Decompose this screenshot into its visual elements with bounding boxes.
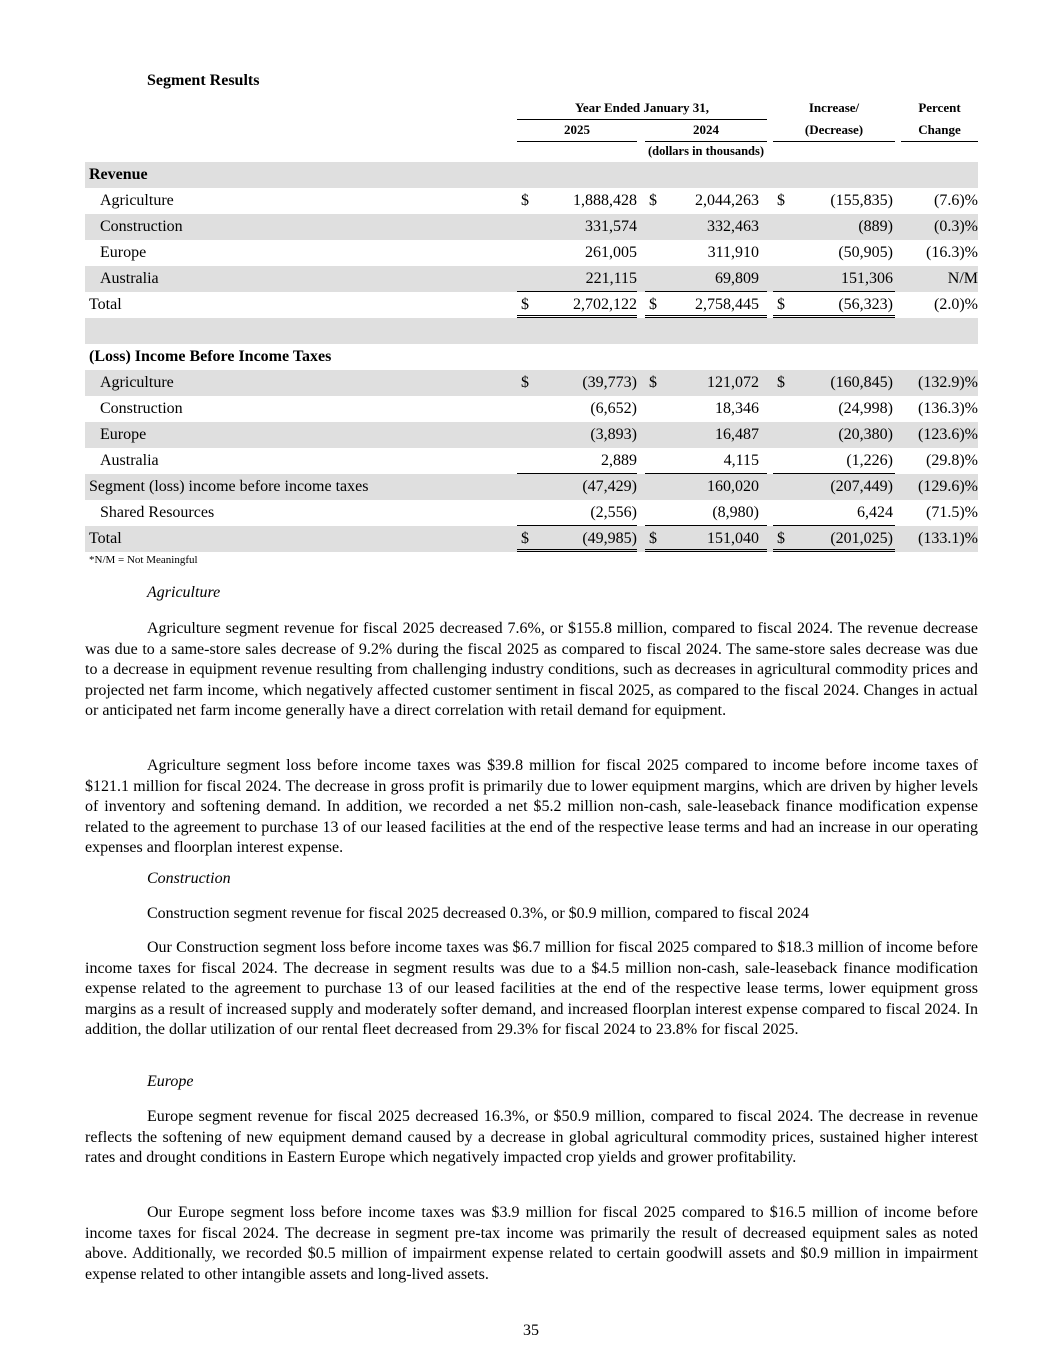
total-double-rule <box>773 549 895 552</box>
construction-heading: Construction <box>147 870 231 887</box>
table-section-heading <box>85 344 978 370</box>
table-row <box>85 214 978 240</box>
table-section-heading <box>85 162 978 188</box>
dollar-sign: $ <box>649 296 657 313</box>
row-label: Agriculture <box>100 374 174 391</box>
header-units: (dollars in thousands) <box>647 144 764 158</box>
header-year-ended: Year Ended January 31, <box>574 100 710 115</box>
table-row <box>85 370 978 396</box>
value-change: (155,835) <box>830 192 893 209</box>
value-2025: (3,893) <box>590 426 637 443</box>
value-change: (50,905) <box>838 244 893 261</box>
value-2024: 69,809 <box>715 270 759 287</box>
value-2025: (39,773) <box>582 374 637 391</box>
value-percent: (133.1)% <box>918 530 978 547</box>
table-row <box>85 500 978 526</box>
value-percent: (71.5)% <box>926 504 978 521</box>
table-row <box>85 266 978 292</box>
row-label: Construction <box>100 400 183 417</box>
dollar-sign: $ <box>649 192 657 209</box>
value-percent: (2.0)% <box>934 296 978 313</box>
construction-paragraph-1: Construction segment revenue for fiscal 2025 decreased 0.3%, or $0.9 million, compared to fiscal 2024 <box>147 905 810 922</box>
value-change: (24,998) <box>838 400 893 417</box>
value-percent: (136.3)% <box>918 400 978 417</box>
value-change: (160,845) <box>830 374 893 391</box>
value-2025: (6,652) <box>590 400 637 417</box>
value-2024: 311,910 <box>707 244 759 261</box>
agriculture-heading: Agriculture <box>147 584 221 601</box>
header-change: Change <box>918 122 961 137</box>
row-label: Australia <box>100 270 159 287</box>
row-label: Shared Resources <box>100 504 215 521</box>
value-percent: (123.6)% <box>918 426 978 443</box>
europe-paragraph-1: Europe segment revenue for fiscal 2025 decreased 16.3%, or $50.9 million, compared to fiscal 2024. The decrease in revenue reflects the softening of new equipment demand caused by a decrease in global agricultural commodity prices, sustained higher interest rates and drought conditions in Eastern Europe which negatively impacted crop yields and grower profitability. <box>85 1108 978 1166</box>
value-change: (56,323) <box>838 296 893 313</box>
value-2025: 2,702,122 <box>573 296 637 313</box>
row-label: Europe <box>100 426 147 443</box>
total-double-rule <box>517 549 637 552</box>
table-row <box>85 396 978 422</box>
europe-paragraph-2: Our Europe segment loss before income taxes was $3.9 million for fiscal 2025 compared to $16.5 million of income before income taxes for fiscal 2024. The decrease in segment pre-tax income was primarily the result of decreased equipment sales as noted above. Additionally, we recorded $0.5 million of impairment expense related to certain goodwill assets and $0.9 million in impairment expense related to other intangible assets and long-lived assets. <box>85 1204 978 1283</box>
value-percent: (0.3)% <box>934 218 978 235</box>
value-percent: (7.6)% <box>934 192 978 209</box>
value-2024: 332,463 <box>707 218 759 235</box>
dollar-sign: $ <box>777 192 785 209</box>
construction-paragraph-2: Our Construction segment loss before income taxes was $6.7 million for fiscal 2025 compared to $18.3 million of income before income taxes for fiscal 2024. The decrease in segment results was due to a $4.5 million non-cash, sale-leaseback finance modification expense related to the agreement to purchase 13 of our leased facilities at the end of the respective lease terms, lower equipment gross margins as a result of increased supply and moderately softer demand, and increased floorplan interest expense compared to fiscal 2024. In addition, the dollar utilization of our rental fleet decreased from 29.3% for fiscal 2024 to 23.8% for fiscal 2025. <box>85 939 978 1038</box>
row-label: Agriculture <box>100 192 174 209</box>
header-rule <box>517 119 767 120</box>
dollar-sign: $ <box>521 530 529 547</box>
table-row-subtotal <box>85 474 978 500</box>
row-label: Australia <box>100 452 159 469</box>
header-rule <box>773 141 895 142</box>
row-label: Europe <box>100 244 147 261</box>
value-2024: (8,980) <box>712 504 759 521</box>
value-2024: 2,758,445 <box>695 296 759 313</box>
table-row <box>85 448 978 474</box>
dollar-sign: $ <box>777 374 785 391</box>
dollar-sign: $ <box>649 530 657 547</box>
table-row <box>85 188 978 214</box>
row-label: Total <box>89 530 122 547</box>
value-2025: 221,115 <box>517 266 637 292</box>
dollar-sign: $ <box>521 374 529 391</box>
header-rule <box>645 141 767 142</box>
page-number: 35 <box>523 1322 539 1339</box>
value-2024: 121,072 <box>707 374 759 391</box>
dollar-sign: $ <box>649 374 657 391</box>
row-label: Segment (loss) income before income taxes <box>89 478 369 495</box>
value-2024: 151,040 <box>707 530 759 547</box>
table-row <box>85 240 978 266</box>
value-change: (889) <box>858 218 893 235</box>
header-2024: 2024 <box>693 122 719 137</box>
value-change: (1,226) <box>846 452 893 469</box>
dollar-sign: $ <box>521 192 529 209</box>
dollar-sign: $ <box>777 530 785 547</box>
footnote: *N/M = Not Meaningful <box>89 554 198 566</box>
header-rule <box>901 141 978 142</box>
dollar-sign: $ <box>521 296 529 313</box>
header-increase: Increase/ <box>808 100 860 115</box>
europe-heading: Europe <box>147 1073 194 1090</box>
income-heading: (Loss) Income Before Income Taxes <box>89 348 332 365</box>
value-2024: 160,020 <box>707 478 759 495</box>
header-rule <box>517 141 637 142</box>
value-percent: (29.8)% <box>926 452 978 469</box>
spacer-row <box>85 318 978 344</box>
revenue-heading: Revenue <box>89 166 148 183</box>
total-double-rule <box>645 549 767 552</box>
value-percent: (16.3)% <box>926 244 978 261</box>
dollar-sign: $ <box>777 296 785 313</box>
value-2025: 1,888,428 <box>573 192 637 209</box>
value-2025: (47,429) <box>582 478 637 495</box>
value-percent: (129.6)% <box>918 478 978 495</box>
value-2025: (49,985) <box>582 530 637 547</box>
value-2025: (2,556) <box>590 504 637 521</box>
value-2024: 16,487 <box>715 426 759 443</box>
value-percent: N/M <box>947 270 978 287</box>
value-2024: 18,346 <box>715 400 759 417</box>
value-2024: 4,115 <box>723 452 759 469</box>
value-change: (201,025) <box>830 530 893 547</box>
row-label: Total <box>89 296 122 313</box>
agriculture-paragraph-2: Agriculture segment loss before income taxes was $39.8 million for fiscal 2025 compared to income before income taxes of $121.1 million for fiscal 2024. The decrease in gross profit is primarily due to lower equipment margins, which are driven by higher levels of inventory and softening demand. In addition, we recorded a net $5.2 million non-cash, sale-leaseback finance modification expense related to the agreement to purchase 13 of our leased facilities at the end of the respective lease terms and had an increase in our operating expenses and floorplan interest expense. <box>85 757 978 856</box>
value-change: (20,380) <box>838 426 893 443</box>
header-percent: Percent <box>918 100 961 115</box>
row-label: Construction <box>100 218 183 235</box>
agriculture-paragraph-1: Agriculture segment revenue for fiscal 2025 decreased 7.6%, or $155.8 million, compared to fiscal 2024. The revenue decrease was due to a same-store sales decrease of 9.2% during the fiscal 2025 as compared to fiscal 2024. The same-store sales decrease was due to a decrease in equipment revenue resulting from challenging industry conditions, such as decreases in agricultural commodity prices and projected net farm income, which negatively affected customer sentiment in fiscal 2025, as compared to the fiscal 2024. Changes in actual or anticipated net farm income generally have a direct correlation with retail demand for equipment. <box>85 620 978 719</box>
value-2025: 331,574 <box>585 218 637 235</box>
header-decrease: (Decrease) <box>804 122 864 137</box>
value-change: 6,424 <box>857 504 893 521</box>
header-2025: 2025 <box>564 122 590 137</box>
table-row <box>85 422 978 448</box>
value-2024: 2,044,263 <box>695 192 759 209</box>
value-2025: 2,889 <box>601 452 637 469</box>
value-percent: (132.9)% <box>918 374 978 391</box>
section-title: Segment Results <box>147 72 260 89</box>
value-change: 151,306 <box>841 270 893 287</box>
value-change: (207,449) <box>830 478 893 495</box>
value-2025: 261,005 <box>585 244 637 261</box>
